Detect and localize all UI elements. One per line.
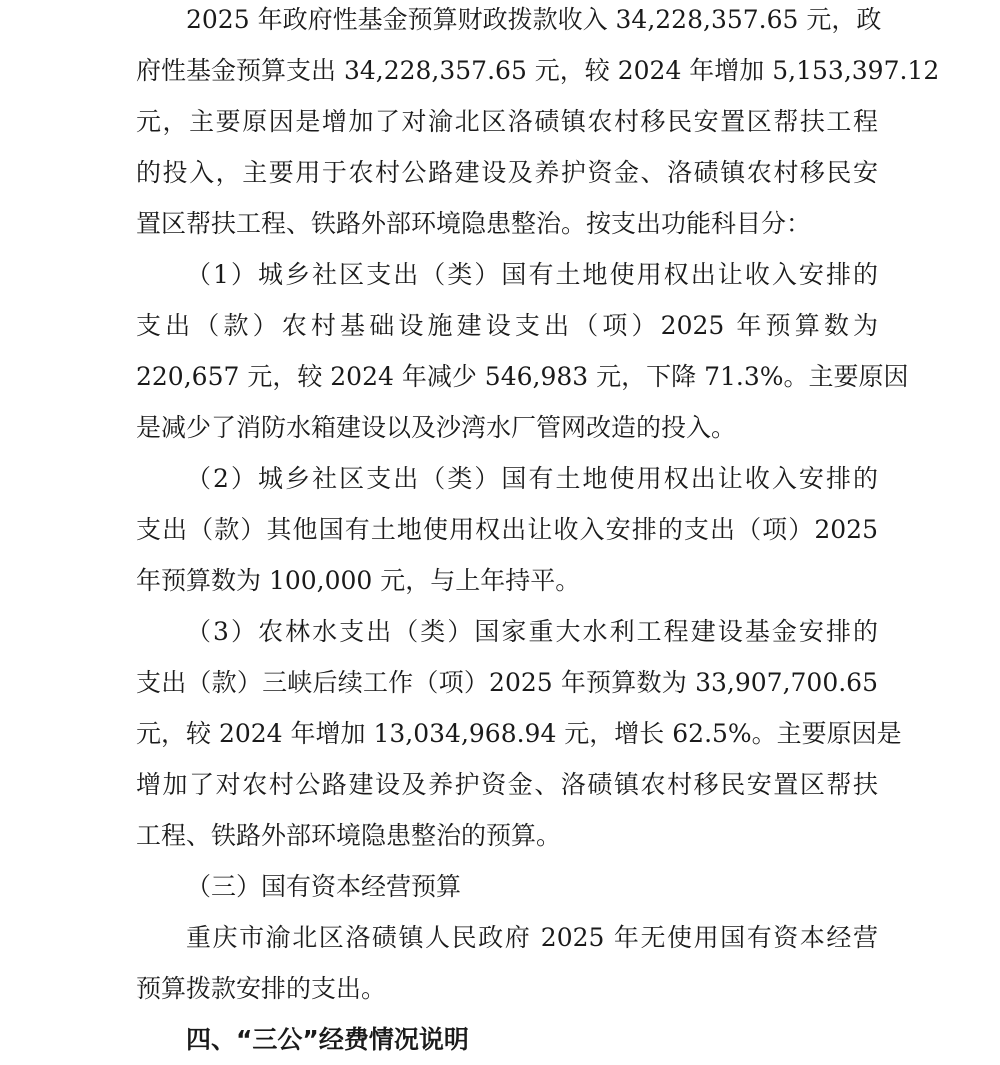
paragraph-line: 2025 年政府性基金预算财政拨款收入 34,228,357.65 元，政	[186, 5, 882, 34]
paragraph-line: 是减少了消防水箱建设以及沙湾水厂管网改造的投入。	[136, 413, 737, 442]
paragraph-line: 预算拨款安排的支出。	[136, 974, 387, 1003]
subsection-heading: （三）国有资本经营预算	[186, 872, 462, 901]
paragraph-line: （1）城乡社区支出（类）国有土地使用权出让收入安排的	[186, 260, 878, 289]
paragraph-line: 府性基金预算支出 34,228,357.65 元，较 2024 年增加 5,153,397.12	[136, 56, 940, 85]
paragraph-line: 重庆市渝北区洛碛镇人民政府 2025 年无使用国有资本经营	[186, 923, 878, 952]
paragraph-line: 支出（款）三峡后续工作（项）2025 年预算数为 33,907,700.65	[136, 668, 878, 697]
paragraph-line: 支出（款）其他国有土地使用权出让收入安排的支出（项）2025	[136, 515, 878, 544]
paragraph-line: 工程、铁路外部环境隐患整治的预算。	[136, 821, 562, 850]
paragraph-line: 元，主要原因是增加了对渝北区洛碛镇农村移民安置区帮扶工程	[136, 107, 878, 136]
paragraph-line: （3）农林水支出（类）国家重大水利工程建设基金安排的	[186, 617, 878, 646]
paragraph-line: （2）城乡社区支出（类）国有土地使用权出让收入安排的	[186, 464, 878, 493]
paragraph-line: 220,657 元，较 2024 年减少 546,983 元，下降 71.3%。主要原因	[136, 362, 909, 391]
paragraph-line: 置区帮扶工程、铁路外部环境隐患整治。按支出功能科目分：	[136, 209, 812, 238]
paragraph-line: 的投入，主要用于农村公路建设及养护资金、洛碛镇农村移民安	[136, 158, 878, 187]
paragraph-line: 支出（款）农村基础设施建设支出（项）2025 年预算数为	[136, 311, 878, 340]
paragraph-line: 元，较 2024 年增加 13,034,968.94 元，增长 62.5%。主要原因是	[136, 719, 902, 748]
paragraph-line: 年预算数为 100,000 元，与上年持平。	[136, 566, 581, 595]
paragraph-line: 增加了对农村公路建设及养护资金、洛碛镇农村移民安置区帮扶	[136, 770, 878, 799]
section-heading: 四、“三公”经费情况说明	[186, 1025, 469, 1054]
